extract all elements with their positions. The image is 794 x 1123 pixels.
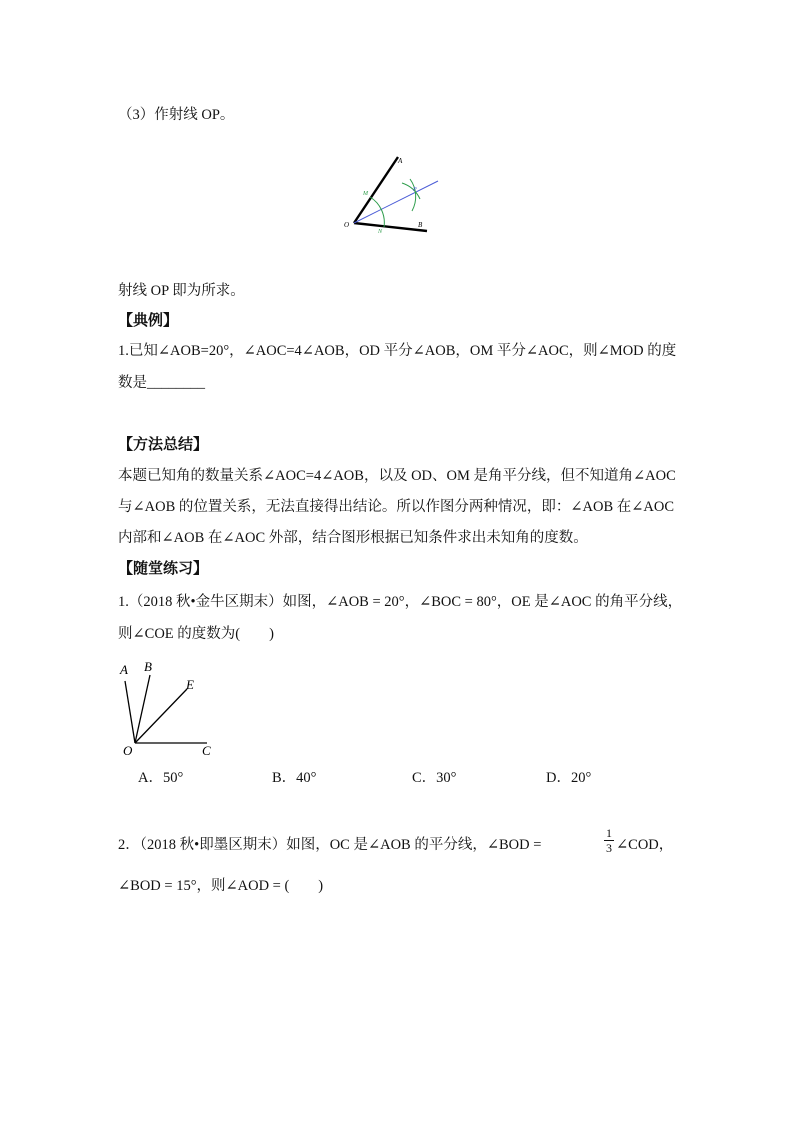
choice-b[interactable]: B．40°: [272, 770, 317, 786]
practice-q1-line2: 则∠COE 的度数为( ): [118, 626, 274, 642]
bisector-construction-figure: [330, 145, 470, 245]
example-question-line1: 1.已知∠AOB=20°，∠AOC=4∠AOB，OD 平分∠AOB，OM 平分∠AOC，则∠MOD 的度: [118, 343, 677, 359]
fig2-label-b: B: [144, 659, 152, 674]
arc-mn: [370, 197, 384, 227]
fig1-label-m: M: [363, 191, 368, 197]
method-line3: 内部和∠AOB 在∠AOC 外部，结合图形根据已知条件求出未知角的度数。: [118, 530, 588, 546]
example-header: 【典例】: [118, 313, 179, 329]
practice-q2-line2: ∠BOD = 15°，则∠AOD = ( ): [118, 878, 324, 894]
fig1-label-p: P: [413, 187, 417, 193]
angle-figure-q1: [115, 655, 225, 760]
practice-header: 【随堂练习】: [118, 561, 209, 577]
step-text: （3）作射线 OP。: [118, 107, 235, 123]
fig2-label-o: O: [123, 743, 133, 758]
fig2-label-e: E: [186, 677, 194, 692]
fig2-label-a: A: [120, 662, 128, 677]
fraction-numerator: 1: [606, 826, 612, 840]
fig2-label-c: C: [202, 743, 211, 758]
fig1-label-a: A: [398, 157, 403, 165]
choice-c[interactable]: C．30°: [412, 770, 457, 786]
ray-b: [135, 675, 150, 743]
fig1-label-n: N: [378, 229, 383, 235]
fig1-label-b: B: [418, 221, 423, 229]
fig1-label-o: O: [344, 221, 350, 229]
conclusion-text: 射线 OP 即为所求。: [118, 283, 245, 299]
practice-q2-line1-start: 2．（2018 秋•即墨区期末）如图，OC 是∠AOB 的平分线，∠BOD =: [118, 837, 542, 853]
choice-a[interactable]: A．50°: [138, 770, 184, 786]
ray-ob: [354, 223, 427, 231]
method-header: 【方法总结】: [118, 437, 209, 453]
practice-q1-line1: 1.（2018 秋•金牛区期末）如图，∠AOB = 20°，∠BOC = 80°，OE 是∠AOC 的角平分线，: [118, 594, 683, 610]
method-line1: 本题已知角的数量关系∠AOC=4∠AOB，以及 OD、OM 是角平分线，但不知道角∠AOC: [118, 468, 676, 484]
ray-e: [135, 689, 187, 743]
ray-a: [125, 681, 135, 743]
example-question-line2: 数是________: [118, 375, 205, 391]
practice-q2-line1-end: ∠COD，: [616, 837, 674, 853]
ray-oa: [354, 157, 398, 223]
method-line2: 与∠AOB 的位置关系，无法直接得出结论。所以作图分两种情况，即：∠AOB 在∠AOC: [118, 499, 675, 515]
choice-d[interactable]: D．20°: [546, 770, 592, 786]
fraction-denominator: 3: [606, 841, 612, 855]
fraction-one-third: [604, 826, 614, 855]
